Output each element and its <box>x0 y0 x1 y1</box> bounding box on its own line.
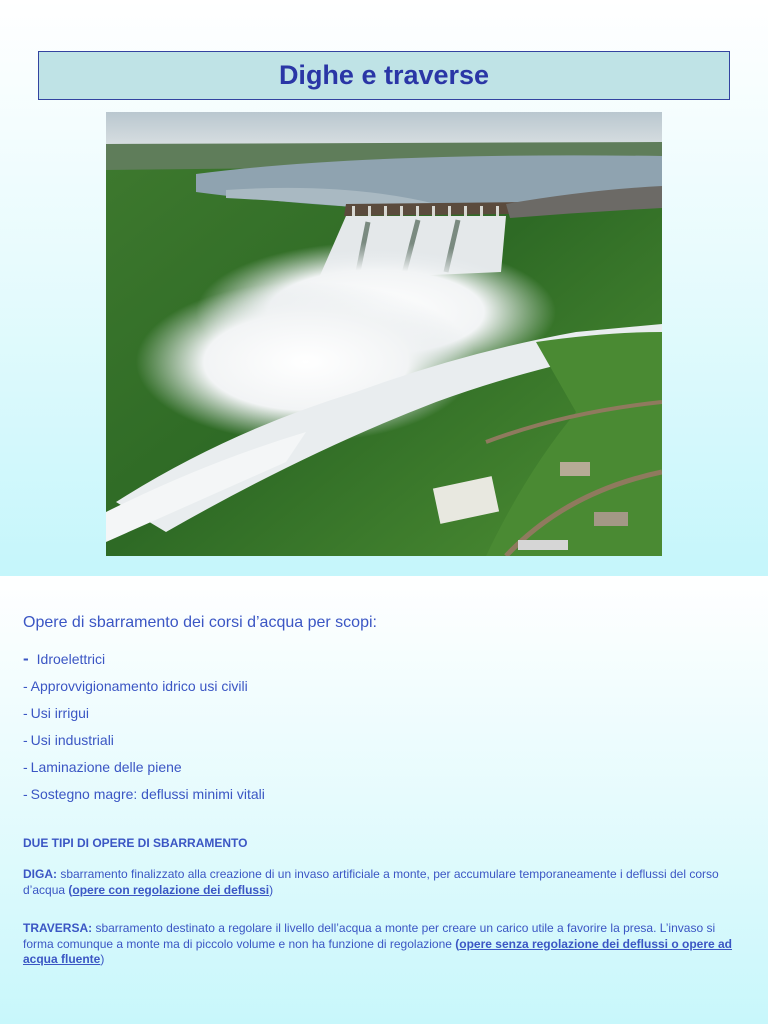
traversa-paragraph: TRAVERSA: sbarramento destinato a regolare il livello dell’acqua a monte per creare un carico utile a favorire la presa. L’invaso si forma comunque a monte ma di piccolo volume e non ha funzione di regolazione (opere senza regolazione dei deflussi o opere ad acqua fluente) <box>23 921 733 966</box>
purposes-list <box>23 648 265 810</box>
traversa-term: TRAVERSA: <box>23 921 93 935</box>
types-heading: DUE TIPI DI OPERE DI SBARRAMENTO <box>23 836 248 850</box>
traversa-link[interactable]: opere senza regolazione dei deflussi o opere ad acqua fluente <box>23 936 733 966</box>
diga-term: DIGA: <box>23 867 57 881</box>
title-box <box>38 51 730 100</box>
dam-photo <box>106 112 662 556</box>
list-item: - Laminazione delle piene <box>23 759 182 775</box>
list-item: - Usi irrigui <box>23 705 90 721</box>
list-item: - Usi industriali <box>23 732 114 748</box>
list-item: - Idroelettrici <box>23 649 106 668</box>
diga-link[interactable]: opere con regolazione dei deflussi <box>72 882 270 897</box>
slide-title: Dighe e traverse <box>278 60 490 90</box>
list-item: - Sostegno magre: deflussi minimi vitali <box>23 786 265 802</box>
purposes-heading: Opere di sbarramento dei corsi d’acqua per scopi: <box>23 614 377 631</box>
diga-paragraph: DIGA: sbarramento finalizzato alla creazione di un invaso artificiale a monte, per accumulare temporaneamente i deflussi del corso d’acqua (opere con regolazione dei deflussi) <box>23 867 719 897</box>
list-item: - Approvvigionamento idrico usi civili <box>23 678 248 694</box>
